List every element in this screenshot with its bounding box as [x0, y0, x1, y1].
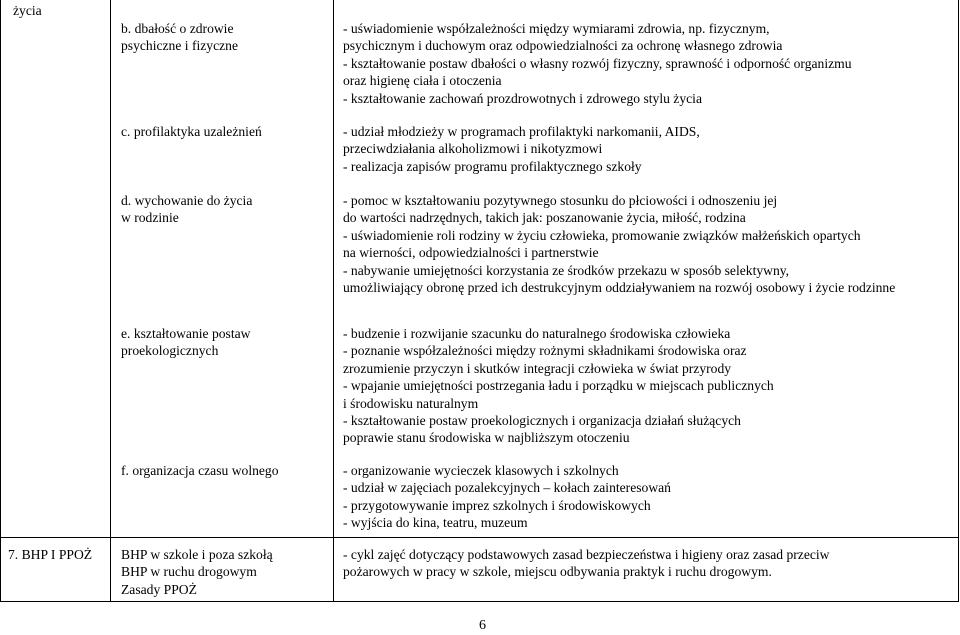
text-line: e. kształtowanie postaw — [121, 326, 251, 341]
text-line: BHP w szkole i poza szkołą — [121, 547, 273, 562]
subcategory-b — [121, 20, 238, 55]
subcategory-e — [121, 325, 250, 360]
text-line: oraz higienę ciała i otoczenia — [343, 73, 502, 89]
category-zycia: życia — [13, 3, 42, 18]
text-line: proekologicznych — [121, 343, 219, 359]
border-row-bhp-top — [0, 537, 959, 538]
subcategory-bhp — [121, 546, 273, 598]
border-left — [0, 0, 1, 602]
text-line: przeciwdziałania alkoholizmowi i nikotyzmowi — [343, 141, 603, 157]
text-line: pożarowych w pracy w szkole, miejscu odbywania praktyk i ruchu drogowym. — [343, 564, 772, 580]
text-line: - poznanie współzależności między rożnymi składnikami środowiska oraz — [343, 343, 747, 359]
text-line: - kształtowanie zachowań prozdrowotnych i zdrowego stylu życia — [343, 90, 702, 106]
text-line: poprawie stanu środowiska w najbliższym otoczeniu — [343, 430, 630, 446]
text-line: b. dbałość o zdrowie — [121, 21, 234, 36]
subcategory-c — [121, 123, 262, 140]
text-line: - udział młodzieży w programach profilaktyki narkomanii, AIDS, — [343, 124, 700, 139]
page-number: 6 — [479, 618, 486, 633]
text-line: do wartości nadrzędnych, takich jak: poszanowanie życia, miłość, rodzina — [343, 210, 746, 226]
text-line: - wpajanie umiejętności postrzegania ładu i porządku w miejscach publicznych — [343, 378, 774, 394]
text-line: w rodzinie — [121, 210, 179, 226]
text-line: i środowisku naturalnym — [343, 395, 479, 411]
border-bottom — [0, 601, 959, 602]
text-line: - organizowanie wycieczek klasowych i szkolnych — [343, 463, 619, 478]
text-line: - przygotowywanie imprez szkolnych i środowiskowych — [343, 497, 651, 513]
text-line: - nabywanie umiejętności korzystania ze środków przekazu w sposób selektywny, — [343, 262, 790, 278]
text-line: f. organizacja czasu wolnego — [121, 463, 279, 478]
text-line: psychicznym i duchowym oraz odpowiedzialności za ochronę własnego zdrowia — [343, 38, 783, 54]
text-line: Zasady PPOŻ — [121, 581, 197, 597]
text-line: - kształtowanie postaw proekologicznych i organizacja działań służących — [343, 413, 741, 429]
text-line: d. wychowanie do życia — [121, 193, 253, 208]
text-line: c. profilaktyka uzależnień — [121, 124, 262, 139]
text-line: - uświadomienie współzależności między wymiarami zdrowia, np. fizycznym, — [343, 21, 770, 36]
text-line: zrozumienie przyczyn i skutków integracji człowieka w świat przyrody — [343, 360, 732, 376]
text-line: na wierności, odpowiedzialności i partnerstwie — [343, 245, 599, 261]
description-e — [343, 325, 774, 447]
description-bhp — [343, 546, 830, 581]
text-line: - uświadomienie roli rodziny w życiu człowieka, promowanie związków małżeńskich opartych — [343, 227, 861, 243]
text-line: - udział w zajęciach pozalekcyjnych – kołach zainteresowań — [343, 480, 671, 496]
text-line: - wyjścia do kina, teatru, muzeum — [343, 515, 528, 531]
border-col1 — [110, 0, 111, 602]
text-line: psychiczne i fizyczne — [121, 38, 238, 54]
text-line: - cykl zajęć dotyczący podstawowych zasad bezpieczeństwa i higieny oraz zasad przeciw — [343, 547, 830, 562]
description-c — [343, 123, 700, 175]
text-line: BHP w ruchu drogowym — [121, 564, 257, 580]
text-line: - kształtowanie postaw dbałości o własny rozwój fizyczny, sprawność i odporność organizmu — [343, 55, 852, 71]
text-line: - budzenie i rozwijanie szacunku do naturalnego środowiska człowieka — [343, 326, 731, 341]
description-d — [343, 192, 895, 296]
category-bhp: 7. BHP I PPOŻ — [8, 547, 93, 562]
subcategory-f — [121, 462, 279, 479]
text-line: - realizacja zapisów programu profilaktycznego szkoły — [343, 158, 642, 174]
description-b — [343, 20, 852, 107]
border-right — [958, 0, 959, 602]
subcategory-d — [121, 192, 252, 227]
text-line: umożliwiający obronę przed ich destrukcyjnym oddziaływaniem na rozwój osobowy i życie rodzinne — [343, 280, 896, 296]
text-line: - pomoc w kształtowaniu pozytywnego stosunku do płciowości i odnoszeniu jej — [343, 193, 778, 208]
description-f — [343, 462, 671, 532]
border-col2 — [333, 0, 334, 602]
